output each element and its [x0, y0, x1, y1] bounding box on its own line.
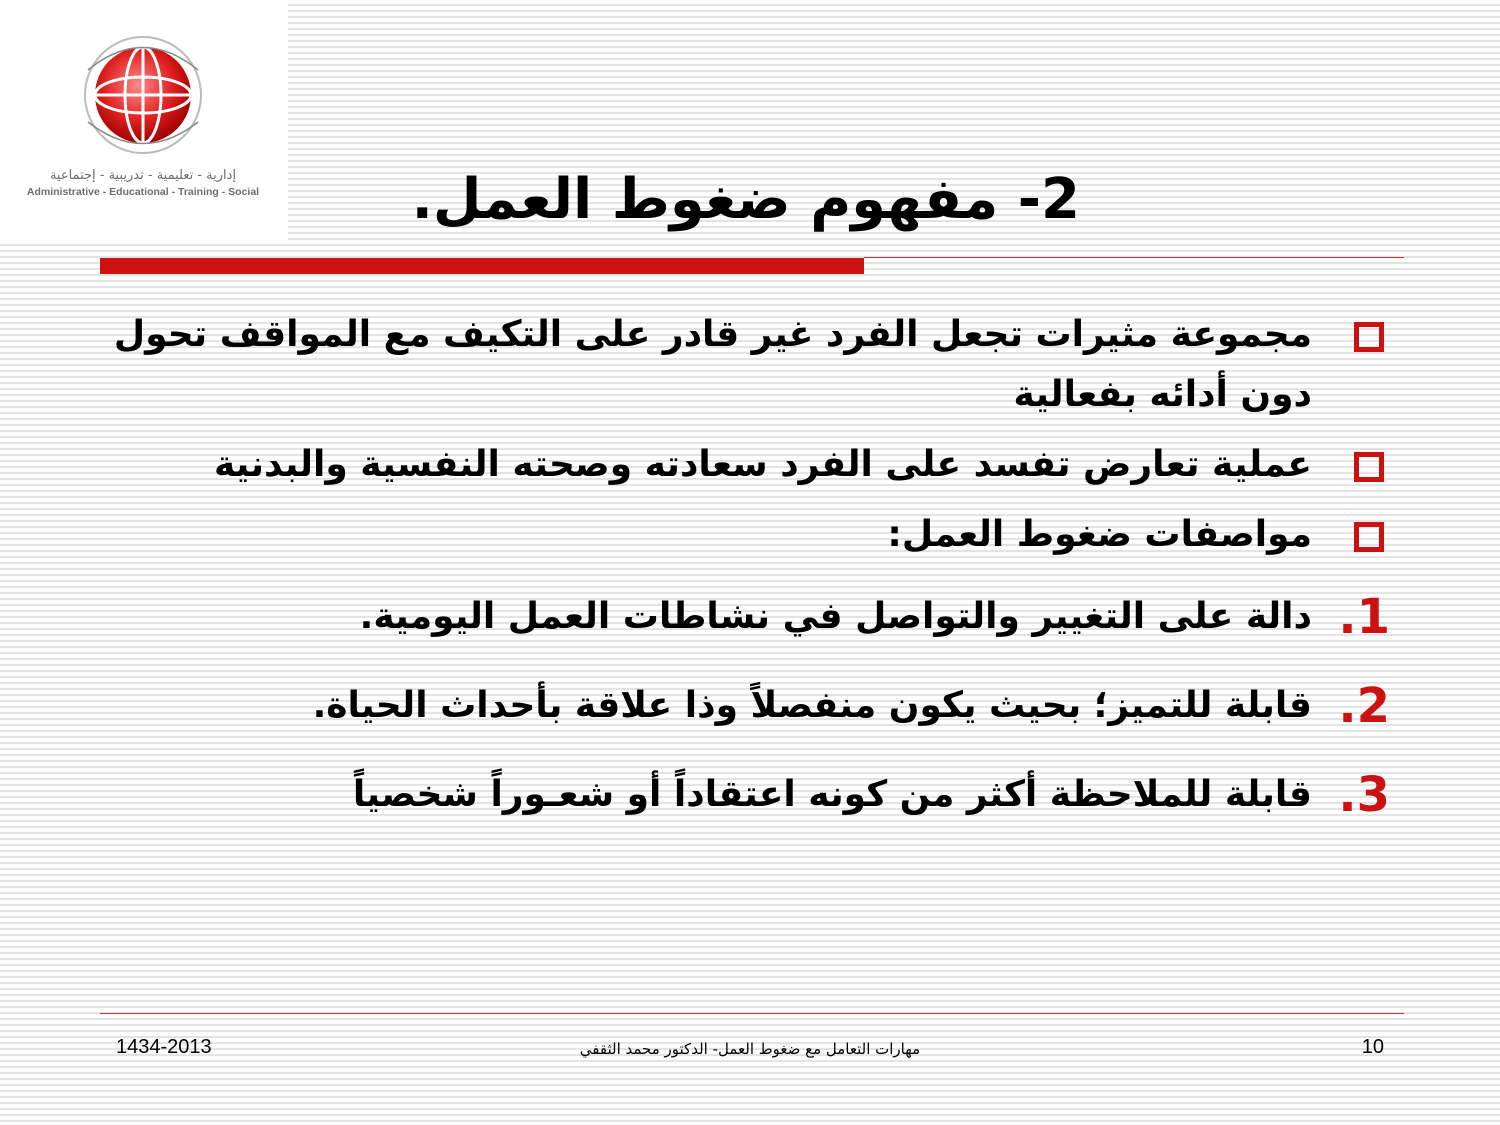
- item-number: 2.: [1338, 678, 1390, 734]
- logo-english-caption: Administrative - Educational - Training - Social: [26, 186, 260, 198]
- page-number: 10: [1361, 1036, 1384, 1058]
- bullet-text: عملية تعارض تفسد على الفرد سعادته وصحته النفسية والبدنية: [213, 444, 1312, 485]
- title-underline-thin: [864, 257, 1404, 258]
- bullet-text: مجموعة مثيرات تجعل الفرد غير قادر على التكيف مع المواقف تحول دون أدائه بفعالية: [113, 314, 1312, 415]
- globe-logo-icon: [48, 30, 238, 160]
- footer-caption: مهارات التعامل مع ضغوط العمل- الدكتور محمد الثقفي: [579, 1040, 921, 1058]
- numbered-text: دالة على التغيير والتواصل في نشاطات العمل اليومية.: [359, 596, 1312, 637]
- bullet-text: مواصفات ضغوط العمل:: [887, 514, 1312, 555]
- slide-title: 2- مفهوم ضغوط العمل.: [411, 167, 1080, 232]
- slide-body: [100, 305, 1390, 854]
- bullet-item: [100, 505, 1390, 565]
- square-checkbox-icon: [1354, 322, 1384, 352]
- square-checkbox-icon: [1354, 452, 1384, 482]
- bullet-item: [100, 435, 1390, 495]
- footer-divider: [100, 1013, 1404, 1014]
- item-number: 3.: [1338, 767, 1390, 823]
- footer-date: 1434-2013: [116, 1036, 212, 1058]
- logo-panel: [0, 0, 288, 240]
- numbered-item: [100, 587, 1390, 647]
- numbered-item: [100, 676, 1390, 736]
- bullet-item: [100, 305, 1390, 425]
- title-underline-bar: [100, 258, 864, 274]
- square-checkbox-icon: [1354, 522, 1384, 552]
- item-number: 1.: [1338, 589, 1390, 645]
- numbered-text: قابلة للملاحظة أكثر من كونه اعتقاداً أو شعـوراً شخصياً: [352, 774, 1312, 815]
- numbered-item: [100, 765, 1390, 825]
- logo-arabic-caption: إدارية - تعليمية - تدريبية - إجتماعية: [49, 168, 237, 183]
- numbered-text: قابلة للتميز؛ بحيث يكون منفصلاً وذا علاقة بأحداث الحياة.: [312, 685, 1312, 726]
